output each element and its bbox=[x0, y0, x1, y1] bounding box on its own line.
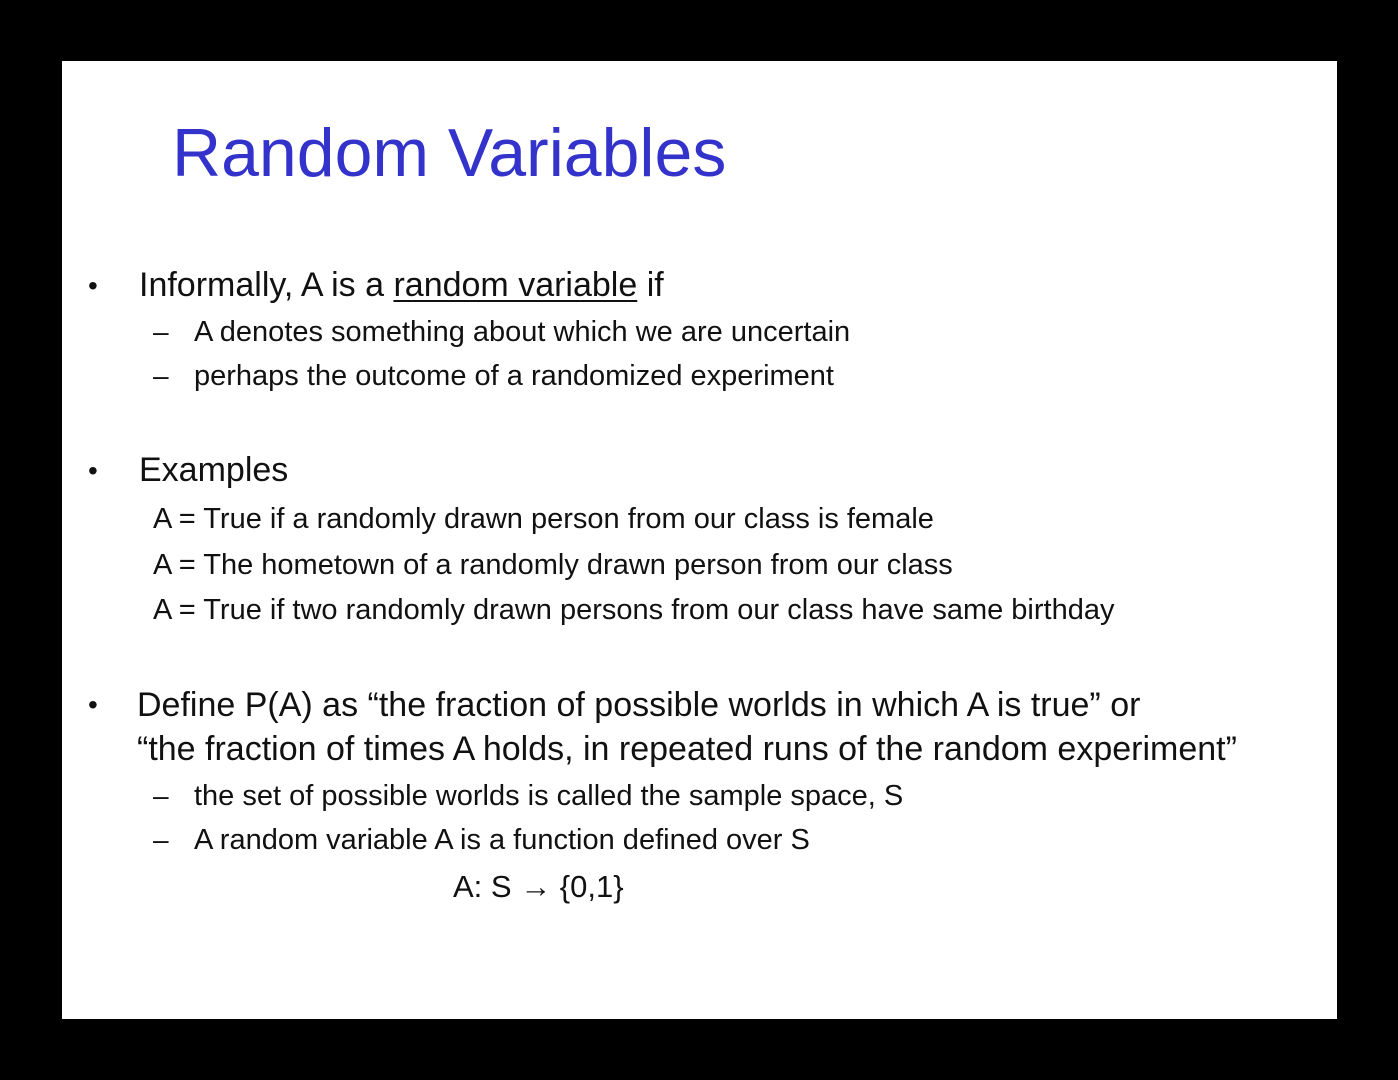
sub-item-sample-space: the set of possible worlds is called the sample space, S bbox=[194, 780, 904, 812]
dash-icon: – bbox=[153, 824, 169, 855]
slide-title: Random Variables bbox=[172, 115, 727, 191]
example-birthday: A = True if two randomly drawn persons from our class have same birthday bbox=[153, 594, 1115, 626]
bullet-icon: • bbox=[88, 270, 98, 301]
bullet-informally-suffix: if bbox=[637, 266, 664, 304]
term-random-variable: random variable bbox=[393, 266, 638, 304]
formula: A: S → {0,1} bbox=[453, 869, 624, 904]
example-hometown: A = The hometown of a randomly drawn person from our class bbox=[153, 549, 953, 581]
bullet-informally-prefix: Informally, A is a bbox=[139, 266, 394, 304]
sub-item-uncertain: A denotes something about which we are uncertain bbox=[194, 316, 851, 348]
bullet-icon: • bbox=[88, 455, 98, 486]
bullet-informally bbox=[139, 265, 664, 305]
bullet-define-line1: Define P(A) as “the fraction of possible worlds in which A is true” or bbox=[137, 686, 1141, 724]
dash-icon: – bbox=[153, 780, 169, 811]
bullet-icon: • bbox=[88, 689, 98, 720]
example-female: A = True if a randomly drawn person from our class is female bbox=[153, 503, 934, 535]
sub-item-function: A random variable A is a function defined over S bbox=[194, 824, 810, 856]
dash-icon: – bbox=[153, 316, 169, 347]
bullet-define-line2: “the fraction of times A holds, in repeated runs of the random experiment” bbox=[137, 730, 1237, 768]
dash-icon: – bbox=[153, 360, 169, 391]
slide bbox=[62, 61, 1337, 1019]
bullet-examples: Examples bbox=[139, 451, 289, 489]
sub-item-outcome: perhaps the outcome of a randomized experiment bbox=[194, 360, 834, 392]
